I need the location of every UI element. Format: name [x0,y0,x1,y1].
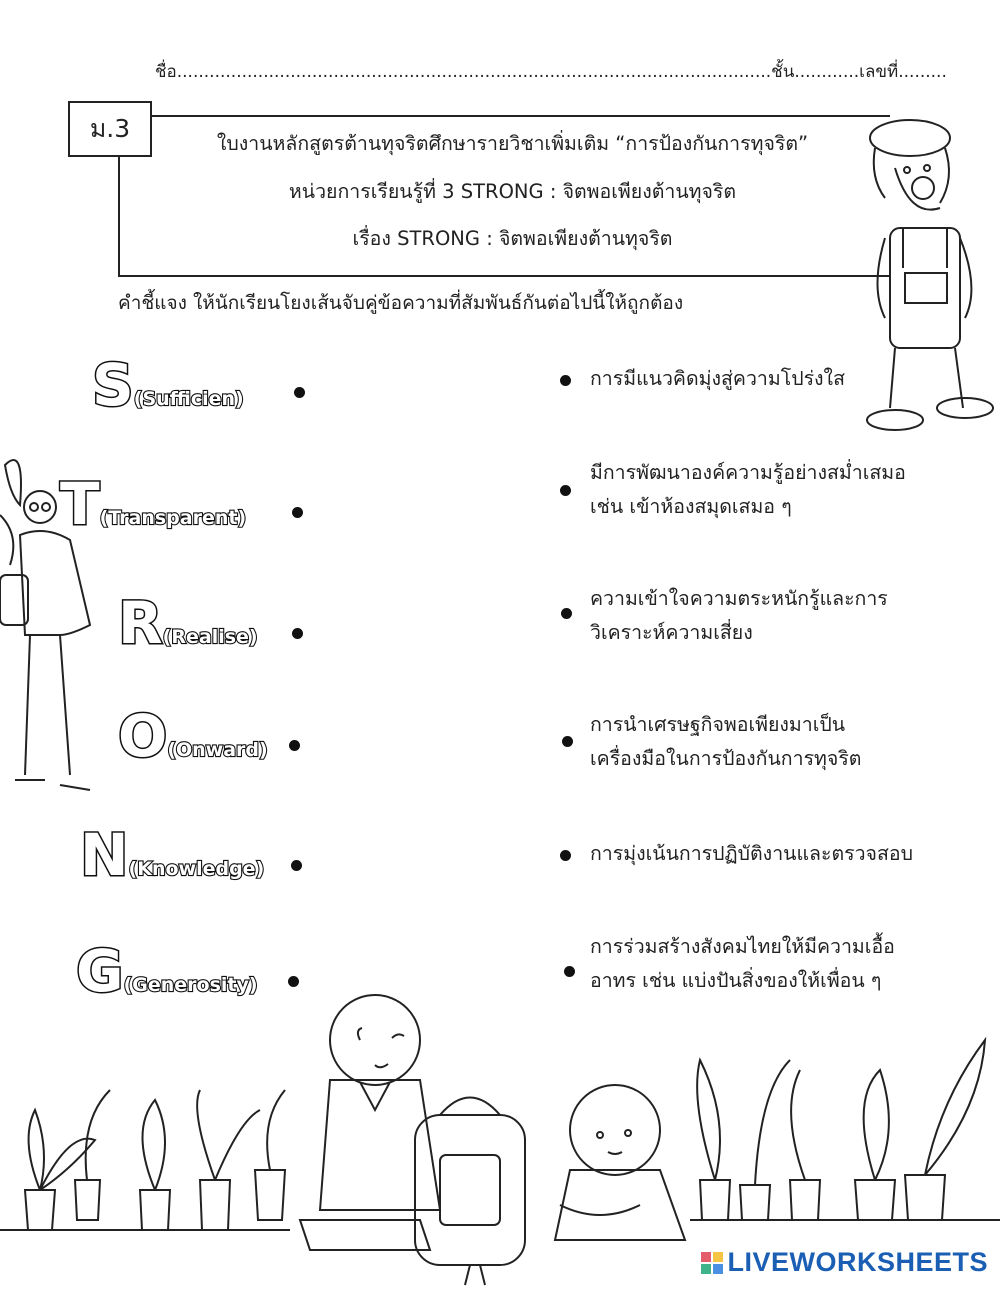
option-2 [590,456,906,524]
right-connector-dot-5[interactable] [560,850,571,861]
option-1 [590,362,845,396]
right-connector-dot-6[interactable] [564,966,575,977]
option-line: เครื่องมือในการป้องกันการทุจริต [590,747,862,770]
instruction: คำชี้แจง ให้นักเรียนโยงเส้นจับคู่ข้อความที่สัมพันธ์กันต่อไปนี้ให้ถูกต้อง [118,292,684,314]
term-word: (Sufficien) [133,388,244,410]
clown-illustration [855,108,995,443]
term-o [118,702,268,770]
term-word: (Transparent) [99,507,247,529]
student-info-line: ชื่อ..............................................................................................................ชั้น............เลขที่......... [155,62,947,82]
term-word: (Realise) [162,626,258,648]
term-letter: R [118,589,163,657]
option-line: การมุ่งเน้นการปฏิบัติงานและตรวจสอบ [590,842,913,865]
left-connector-dot-s[interactable] [294,387,305,398]
option-line: เช่น เข้าห้องสมุดเสมอ ๆ [590,495,792,518]
option-line: อาทร เช่น แบ่งปันสิ่งของให้เพื่อน ๆ [590,969,882,992]
topic-title: เรื่อง STRONG : จิตพอเพียงต้านทุจริต [352,227,673,250]
term-word: (Generosity) [123,974,258,996]
worksheet-title: ใบงานหลักสูตรต้านทุจริตศึกษารายวิชาเพิ่มเติม “การป้องกันการทุจริต” [216,132,809,155]
option-line: ความเข้าใจความตระหนักรู้และการ [590,587,888,610]
option-4 [590,708,861,776]
term-r [118,589,258,657]
term-letter: O [118,702,168,770]
right-connector-dot-2[interactable] [560,485,571,496]
option-line: การนำเศรษฐกิจพอเพียงมาเป็น [590,713,846,736]
option-5 [590,837,913,871]
term-letter: T [60,470,100,538]
term-word: (Knowledge) [128,858,265,880]
option-3 [590,582,888,650]
right-connector-dot-3[interactable] [561,608,572,619]
option-line: การมีแนวคิดมุ่งสู่ความโปร่งใส [590,367,845,390]
option-line: การร่วมสร้างสังคมไทยให้มีความเอื้อ [590,935,895,958]
term-word: (Onward) [167,739,268,761]
right-connector-dot-4[interactable] [562,736,573,747]
liveworksheets-logo [701,1247,988,1278]
term-n [80,821,265,889]
liveworksheets-logo-icon [701,1252,723,1274]
option-line: มีการพัฒนาองค์ความรู้อย่างสม่ำเสมอ [590,461,906,484]
term-t [60,470,247,538]
option-line: วิเคราะห์ความเสี่ยง [590,621,753,644]
term-letter: N [80,821,129,889]
left-connector-dot-n[interactable] [291,860,302,871]
right-connector-dot-1[interactable] [560,375,571,386]
brand-name: LIVEWORKSHEETS [727,1247,988,1277]
unit-title: หน่วยการเรียนรู้ที่ 3 STRONG : จิตพอเพียงต้านทุจริต [288,180,737,203]
grade-box: ม.3 [68,101,152,157]
term-letter: G [76,937,124,1005]
term-letter: S [92,351,134,419]
left-connector-dot-t[interactable] [292,507,303,518]
left-connector-dot-r[interactable] [292,628,303,639]
term-s [92,351,244,419]
left-connector-dot-o[interactable] [289,740,300,751]
